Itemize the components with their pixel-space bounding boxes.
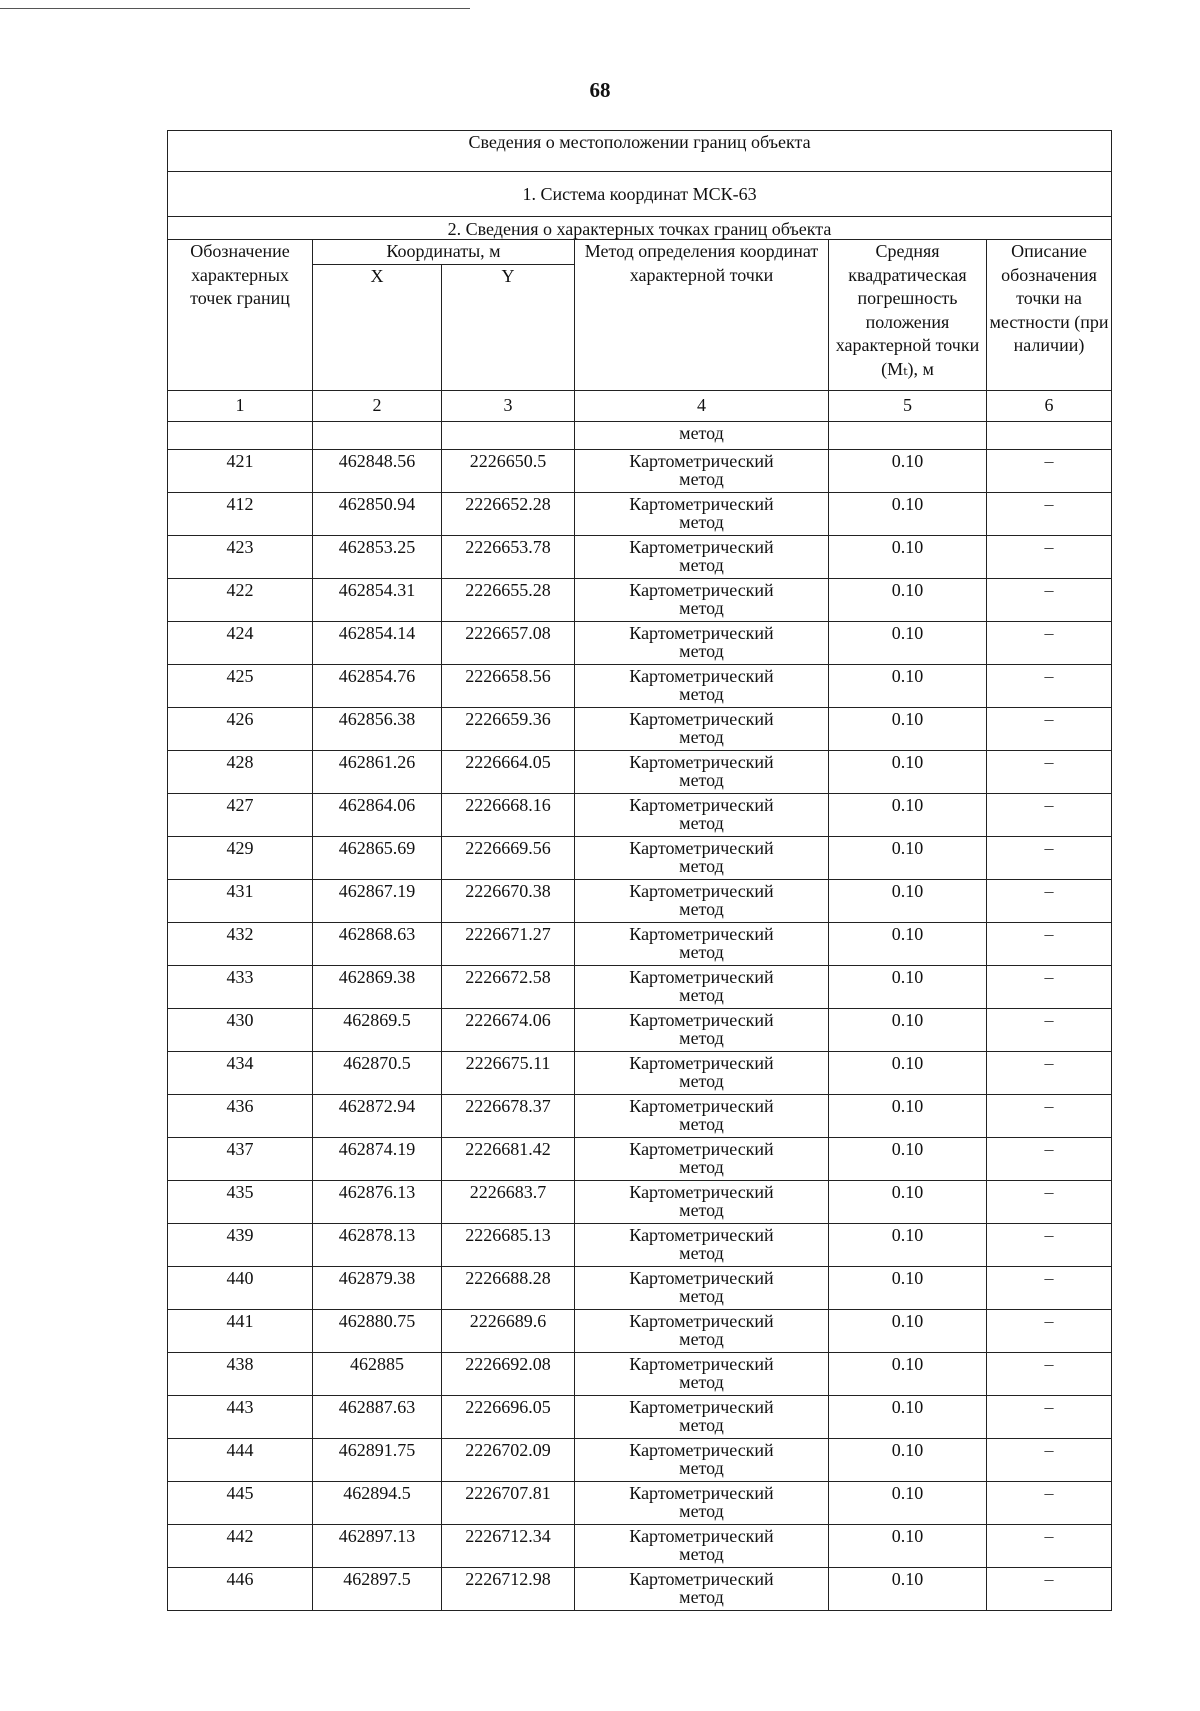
column-number: 4 [575,390,829,421]
table-row [168,1180,1112,1223]
x-cell: 462876.13 [313,1180,442,1223]
method-line-2: метод [679,511,724,532]
description-cell: – [987,621,1112,664]
point-cell: 426 [168,707,313,750]
error-cell: 0.10 [829,1524,987,1567]
method-cell [575,492,829,535]
method-line-2: метод [679,468,724,489]
method-cell [575,621,829,664]
y-cell: 2226657.08 [442,621,575,664]
method-line-1: Картометрический [629,1439,774,1460]
x-cell: 462850.94 [313,492,442,535]
page-number: 68 [589,78,611,102]
error-cell: 0.10 [829,449,987,492]
description-cell: – [987,1309,1112,1352]
error-cell: 0.10 [829,621,987,664]
method-line-2: метод [679,1285,724,1306]
y-cell: 2226681.42 [442,1137,575,1180]
continued-method: метод [575,421,829,449]
x-cell: 462885 [313,1352,442,1395]
error-cell: 0.10 [829,1094,987,1137]
error-cell: 0.10 [829,922,987,965]
method-line-2: метод [679,1414,724,1435]
point-cell: 444 [168,1438,313,1481]
method-cell [575,1008,829,1051]
scan-edge-line [0,8,470,9]
point-cell: 424 [168,621,313,664]
error-cell: 0.10 [829,664,987,707]
point-cell: 425 [168,664,313,707]
point-cell: 443 [168,1395,313,1438]
header-method: Метод определения координат характерной точки [575,240,829,391]
error-cell: 0.10 [829,1051,987,1094]
point-cell: 433 [168,965,313,1008]
method-line-2: метод [679,769,724,790]
point-cell: 438 [168,1352,313,1395]
y-cell: 2226664.05 [442,750,575,793]
method-cell [575,1395,829,1438]
y-cell: 2226672.58 [442,965,575,1008]
x-cell: 462867.19 [313,879,442,922]
method-line-1: Картометрический [629,665,774,686]
error-cell: 0.10 [829,1438,987,1481]
x-cell: 462869.5 [313,1008,442,1051]
x-cell: 462869.38 [313,965,442,1008]
description-cell: – [987,793,1112,836]
y-cell: 2226696.05 [442,1395,575,1438]
method-line-1: Картометрический [629,1310,774,1331]
method-cell [575,879,829,922]
method-line-2: метод [679,554,724,575]
header-error: Средняя квадратическая погрешность положения характерной точки (Mₜ), м [829,240,987,391]
error-cell: 0.10 [829,1395,987,1438]
error-cell: 0.10 [829,965,987,1008]
error-cell: 0.10 [829,1352,987,1395]
method-line-2: метод [679,1156,724,1177]
point-cell: 430 [168,1008,313,1051]
description-cell: – [987,965,1112,1008]
description-cell: – [987,664,1112,707]
point-cell: 446 [168,1567,313,1610]
y-cell: 2226671.27 [442,922,575,965]
y-cell: 2226658.56 [442,664,575,707]
y-cell: 2226674.06 [442,1008,575,1051]
x-cell: 462887.63 [313,1395,442,1438]
method-line-1: Картометрический [629,493,774,514]
method-line-1: Картометрический [629,708,774,729]
x-cell: 462878.13 [313,1223,442,1266]
method-cell [575,449,829,492]
method-line-2: метод [679,726,724,747]
method-line-2: метод [679,597,724,618]
x-cell: 462848.56 [313,449,442,492]
point-cell: 434 [168,1051,313,1094]
method-cell [575,578,829,621]
description-cell: – [987,1180,1112,1223]
method-cell [575,1051,829,1094]
coordinate-system: 1. Система координат МСК-63 [168,172,1112,217]
point-cell: 423 [168,535,313,578]
method-line-2: метод [679,941,724,962]
y-cell: 2226712.34 [442,1524,575,1567]
method-cell [575,1524,829,1567]
point-cell: 429 [168,836,313,879]
table-row [168,1438,1112,1481]
point-cell: 431 [168,879,313,922]
point-cell: 440 [168,1266,313,1309]
column-number: 6 [987,390,1112,421]
x-cell: 462874.19 [313,1137,442,1180]
method-line-2: метод [679,1242,724,1263]
table-row [168,879,1112,922]
error-cell: 0.10 [829,793,987,836]
y-cell: 2226659.36 [442,707,575,750]
x-cell: 462865.69 [313,836,442,879]
method-cell [575,664,829,707]
x-cell: 462853.25 [313,535,442,578]
method-cell [575,750,829,793]
point-cell: 436 [168,1094,313,1137]
error-cell: 0.10 [829,707,987,750]
error-cell: 0.10 [829,1223,987,1266]
method-cell [575,922,829,965]
table-row [168,1137,1112,1180]
description-cell: – [987,836,1112,879]
method-line-1: Картометрический [629,536,774,557]
method-line-2: метод [679,1500,724,1521]
table-row [168,1352,1112,1395]
description-cell: – [987,922,1112,965]
method-line-2: метод [679,898,724,919]
method-line-2: метод [679,640,724,661]
method-line-1: Картометрический [629,1568,774,1589]
y-cell: 2226688.28 [442,1266,575,1309]
method-line-1: Картометрический [629,1052,774,1073]
method-line-2: метод [679,855,724,876]
column-number: 5 [829,390,987,421]
boundary-points-table [167,130,1112,1611]
table-row [168,707,1112,750]
table-row [168,1266,1112,1309]
y-cell: 2226668.16 [442,793,575,836]
table-row [168,1223,1112,1266]
method-line-1: Картометрический [629,794,774,815]
header-description: Описание обозначения точки на местности (при наличии) [987,240,1112,391]
method-line-1: Картометрический [629,1525,774,1546]
method-line-1: Картометрический [629,450,774,471]
method-line-2: метод [679,1027,724,1048]
point-cell: 432 [168,922,313,965]
y-cell: 2226707.81 [442,1481,575,1524]
method-line-1: Картометрический [629,1181,774,1202]
x-cell: 462868.63 [313,922,442,965]
column-number: 3 [442,390,575,421]
x-cell: 462872.94 [313,1094,442,1137]
error-cell: 0.10 [829,535,987,578]
table-row [168,965,1112,1008]
x-cell: 462854.31 [313,578,442,621]
y-cell: 2226652.28 [442,492,575,535]
method-line-1: Картометрический [629,1353,774,1374]
method-line-2: метод [679,1199,724,1220]
x-cell: 462870.5 [313,1051,442,1094]
point-cell: 439 [168,1223,313,1266]
method-line-2: метод [679,1070,724,1091]
description-cell: – [987,1266,1112,1309]
method-line-1: Картометрический [629,579,774,600]
description-cell: – [987,879,1112,922]
method-line-1: Картометрический [629,622,774,643]
description-cell: – [987,1008,1112,1051]
description-cell: – [987,1481,1112,1524]
point-cell: 445 [168,1481,313,1524]
y-cell: 2226678.37 [442,1094,575,1137]
description-cell: – [987,1567,1112,1610]
description-cell: – [987,707,1112,750]
description-cell: – [987,1524,1112,1567]
x-cell: 462854.14 [313,621,442,664]
table-row [168,664,1112,707]
method-line-1: Картометрический [629,1396,774,1417]
method-cell [575,1309,829,1352]
continued-row [168,421,1112,449]
description-cell: – [987,1137,1112,1180]
method-line-2: метод [679,1457,724,1478]
error-cell: 0.10 [829,1008,987,1051]
header-y: Y [442,264,575,390]
column-number: 1 [168,390,313,421]
method-line-1: Картометрический [629,923,774,944]
description-cell: – [987,1438,1112,1481]
method-line-1: Картометрический [629,837,774,858]
description-cell: – [987,1051,1112,1094]
error-cell: 0.10 [829,879,987,922]
method-line-1: Картометрический [629,1224,774,1245]
method-cell [575,1266,829,1309]
table-row [168,1094,1112,1137]
method-line-2: метод [679,1543,724,1564]
method-cell [575,1094,829,1137]
y-cell: 2226685.13 [442,1223,575,1266]
method-cell [575,1180,829,1223]
error-cell: 0.10 [829,1180,987,1223]
description-cell: – [987,492,1112,535]
error-cell: 0.10 [829,1567,987,1610]
point-cell: 441 [168,1309,313,1352]
method-line-1: Картометрический [629,966,774,987]
x-cell: 462864.06 [313,793,442,836]
y-cell: 2226653.78 [442,535,575,578]
y-cell: 2226683.7 [442,1180,575,1223]
method-line-2: метод [679,812,724,833]
point-cell: 412 [168,492,313,535]
method-line-2: метод [679,1586,724,1607]
method-line-1: Картометрический [629,1009,774,1030]
error-cell: 0.10 [829,1137,987,1180]
table-row [168,621,1112,664]
y-cell: 2226702.09 [442,1438,575,1481]
table-row [168,578,1112,621]
description-cell: – [987,1395,1112,1438]
y-cell: 2226689.6 [442,1309,575,1352]
x-cell: 462879.38 [313,1266,442,1309]
method-cell [575,1223,829,1266]
table-row [168,492,1112,535]
x-cell: 462891.75 [313,1438,442,1481]
point-cell: 437 [168,1137,313,1180]
description-cell: – [987,578,1112,621]
point-cell: 427 [168,793,313,836]
description-cell: – [987,1094,1112,1137]
method-line-2: метод [679,984,724,1005]
description-cell: – [987,1223,1112,1266]
error-cell: 0.10 [829,1309,987,1352]
column-number: 2 [313,390,442,421]
table-row [168,836,1112,879]
table-row [168,750,1112,793]
y-cell: 2226712.98 [442,1567,575,1610]
description-cell: – [987,449,1112,492]
error-cell: 0.10 [829,1481,987,1524]
table-row [168,1524,1112,1567]
table-row [168,1481,1112,1524]
method-cell [575,1438,829,1481]
y-cell: 2226692.08 [442,1352,575,1395]
x-cell: 462897.5 [313,1567,442,1610]
method-line-1: Картометрический [629,1138,774,1159]
method-line-1: Картометрический [629,1095,774,1116]
x-cell: 462880.75 [313,1309,442,1352]
x-cell: 462856.38 [313,707,442,750]
x-cell: 462854.76 [313,664,442,707]
x-cell: 462861.26 [313,750,442,793]
error-cell: 0.10 [829,578,987,621]
header-designation: Обозначение характерных точек границ [168,240,313,391]
method-cell [575,793,829,836]
table-title: Сведения о местоположении границ объекта [168,131,1112,172]
method-line-1: Картометрический [629,1482,774,1503]
point-cell: 428 [168,750,313,793]
method-line-1: Картометрический [629,1267,774,1288]
y-cell: 2226675.11 [442,1051,575,1094]
y-cell: 2226669.56 [442,836,575,879]
error-cell: 0.10 [829,1266,987,1309]
method-line-1: Картометрический [629,880,774,901]
method-line-2: метод [679,1328,724,1349]
table-row [168,1051,1112,1094]
y-cell: 2226670.38 [442,879,575,922]
y-cell: 2226655.28 [442,578,575,621]
method-cell [575,965,829,1008]
description-cell: – [987,1352,1112,1395]
y-cell: 2226650.5 [442,449,575,492]
description-cell: – [987,750,1112,793]
method-cell [575,1352,829,1395]
table-row [168,793,1112,836]
x-cell: 462897.13 [313,1524,442,1567]
method-line-2: метод [679,1113,724,1134]
error-cell: 0.10 [829,836,987,879]
method-cell [575,707,829,750]
method-cell [575,1567,829,1610]
table-row [168,535,1112,578]
method-line-1: Картометрический [629,751,774,772]
table-row [168,449,1112,492]
method-cell [575,535,829,578]
point-cell: 435 [168,1180,313,1223]
point-cell: 421 [168,449,313,492]
method-line-2: метод [679,683,724,704]
points-section-title: 2. Сведения о характерных точках границ объекта [168,217,1112,240]
x-cell: 462894.5 [313,1481,442,1524]
table-row [168,922,1112,965]
point-cell: 442 [168,1524,313,1567]
method-cell [575,1137,829,1180]
table-row [168,1309,1112,1352]
method-line-2: метод [679,1371,724,1392]
table-row [168,1567,1112,1610]
table-row [168,1395,1112,1438]
table-row [168,1008,1112,1051]
header-x: X [313,264,442,390]
method-cell [575,836,829,879]
method-cell [575,1481,829,1524]
description-cell: – [987,535,1112,578]
header-coordinates: Координаты, м [313,240,575,265]
error-cell: 0.10 [829,492,987,535]
point-cell: 422 [168,578,313,621]
error-cell: 0.10 [829,750,987,793]
